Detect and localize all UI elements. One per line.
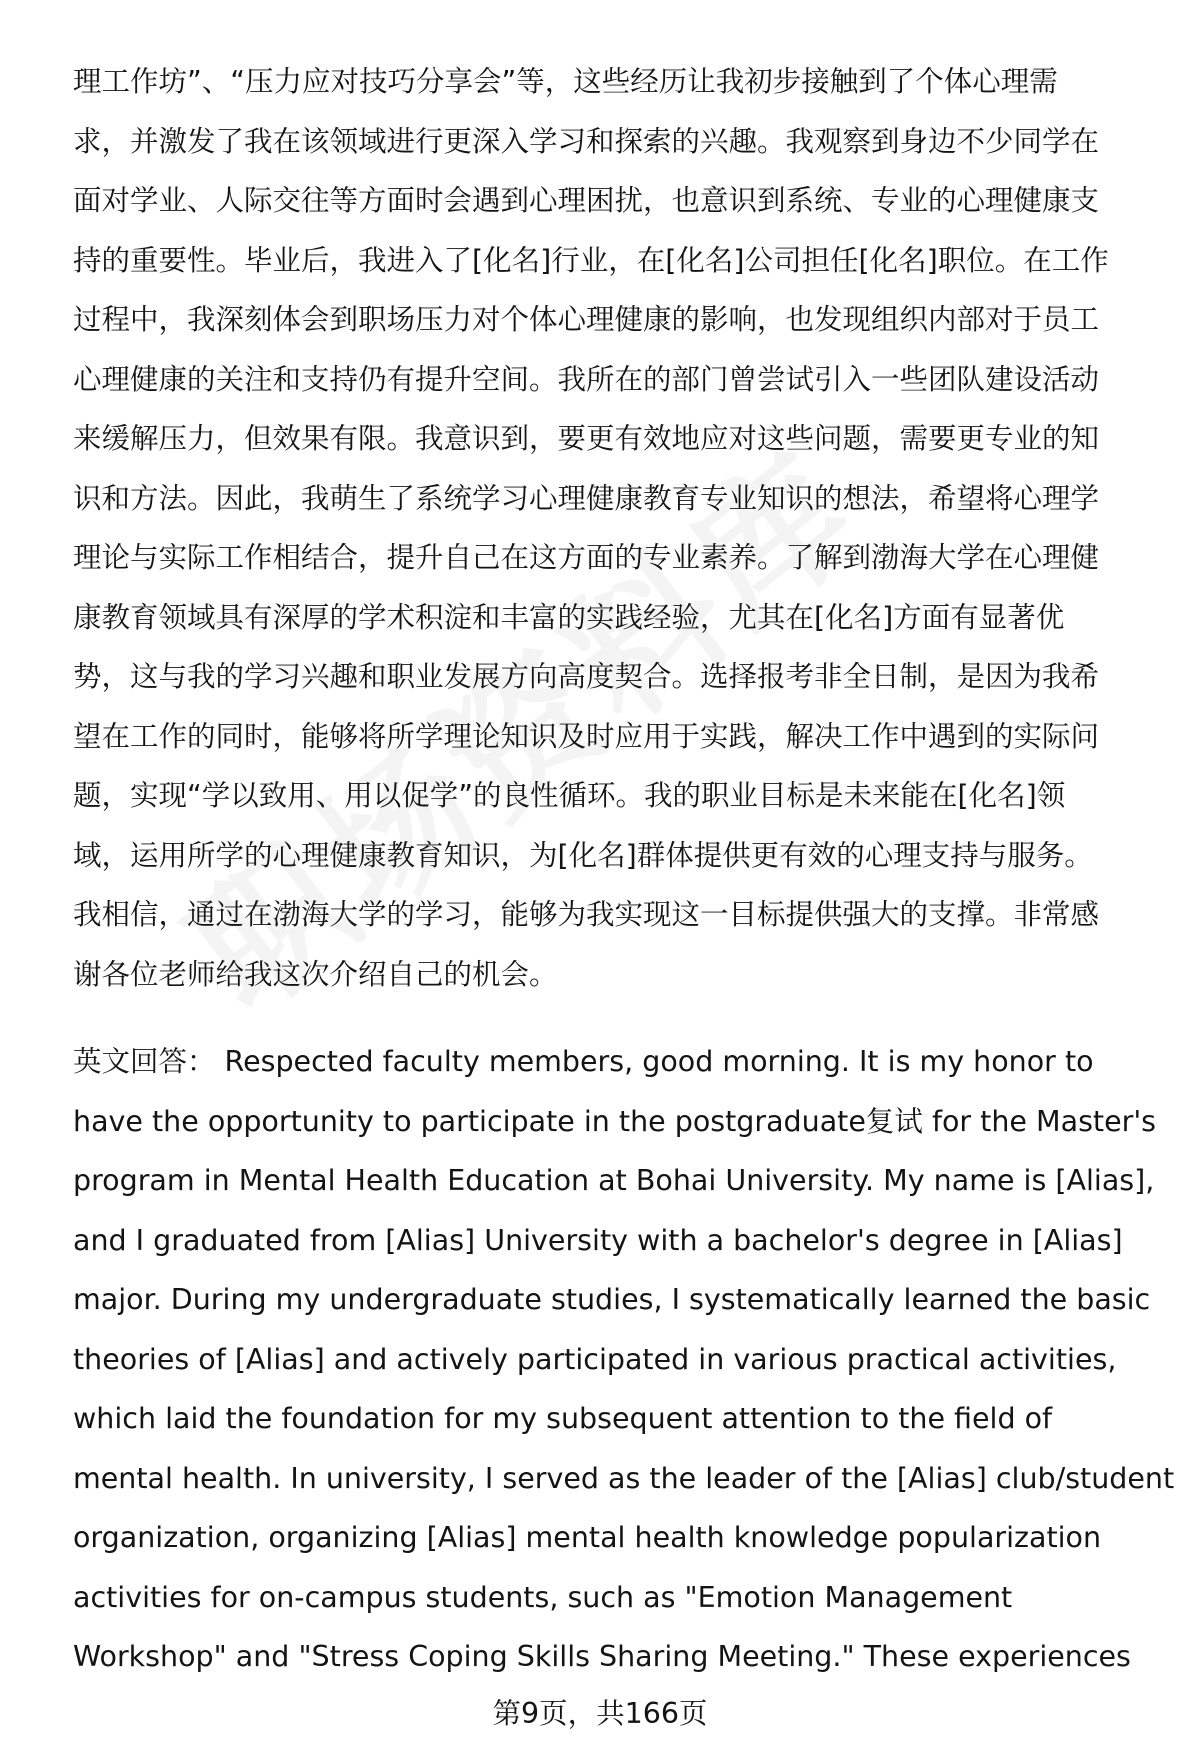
text-line: mental health. In university, I served as the leader of the [Alias] club/student [73,1461,1175,1495]
text-line: 心理健康的关注和支持仍有提升空间。我所在的部门曾尝试引入一些团队建设活动 [73,362,1100,396]
text-line: program in Mental Health Education at Bohai University. My name is [Alias], [73,1164,1155,1197]
page-number-footer: 第9页，共166页 [492,1697,708,1730]
text-line: 过程中，我深刻体会到职场压力对个体心理健康的影响，也发现组织内部对于员工 [73,303,1100,336]
text-line: 来缓解压力，但效果有限。我意识到，要更有效地应对这些问题，需要更专业的知 [73,422,1100,455]
text-line: Workshop" and "Stress Coping Skills Sharing Meeting." These experiences [73,1640,1131,1673]
text-line: theories of [Alias] and actively participated in various practical activities, [73,1342,1117,1376]
text-line: 谢各位老师给我这次介绍自己的机会。 [73,957,558,991]
text-line: organization, organizing [Alias] mental health knowledge popularization [73,1521,1102,1554]
text-line: 康教育领域具有深厚的学术积淀和丰富的实践经验，尤其在[化名]方面有显著优 [73,600,1065,634]
text-line: 我相信，通过在渤海大学的学习，能够为我实现这一目标提供强大的支撑。非常感 [73,898,1100,931]
text-line: and I graduated from [Alias] University with a bachelor's degree in [Alias] [73,1223,1123,1257]
text-line: 望在工作的同时，能够将所学理论知识及时应用于实践，解决工作中遇到的实际问 [73,719,1100,753]
text-line: activities for on-campus students, such as "Emotion Management [73,1580,1013,1614]
text-line: major. During my undergraduate studies, I systematically learned the basic [73,1283,1151,1316]
text-line: have the opportunity to participate in the postgraduate复试 for the Master's [73,1104,1157,1138]
text-line: 域，运用所学的心理健康教育知识，为[化名]群体提供更有效的心理支持与服务。 [73,838,1093,872]
text-line: 面对学业、人际交往等方面时会遇到心理困扰，也意识到系统、专业的心理健康支 [73,184,1100,217]
text-line: 持的重要性。毕业后，我进入了[化名]行业，在[化名]公司担任[化名]职位。在工作 [73,243,1109,277]
text-line: which laid the foundation for my subsequent attention to the field of [73,1402,1053,1435]
english-answer-paragraph [73,1032,1175,1687]
text-line: 题，实现“学以致用、用以促学”的良性循环。我的职业目标是未来能在[化名]领 [73,779,1066,812]
text-line: 理工作坊”、“压力应对技巧分享会”等，这些经历让我初步接触到了个体心理需 [73,65,1058,98]
text-line: 求，并激发了我在该领域进行更深入学习和探索的兴趣。我观察到身边不少同学在 [73,124,1100,158]
text-line: 势，这与我的学习兴趣和职业发展方向高度契合。选择报考非全日制，是因为我希 [73,660,1100,693]
text-line: 英文回答： Respected faculty members, good morning. It is my honor to [73,1045,1094,1078]
chinese-answer-paragraph [73,52,1153,1004]
text-line: 识和方法。因此，我萌生了系统学习心理健康教育专业知识的想法，希望将心理学 [73,481,1100,515]
text-line: 理论与实际工作相结合，提升自己在这方面的专业素养。了解到渤海大学在心理健 [73,541,1100,574]
